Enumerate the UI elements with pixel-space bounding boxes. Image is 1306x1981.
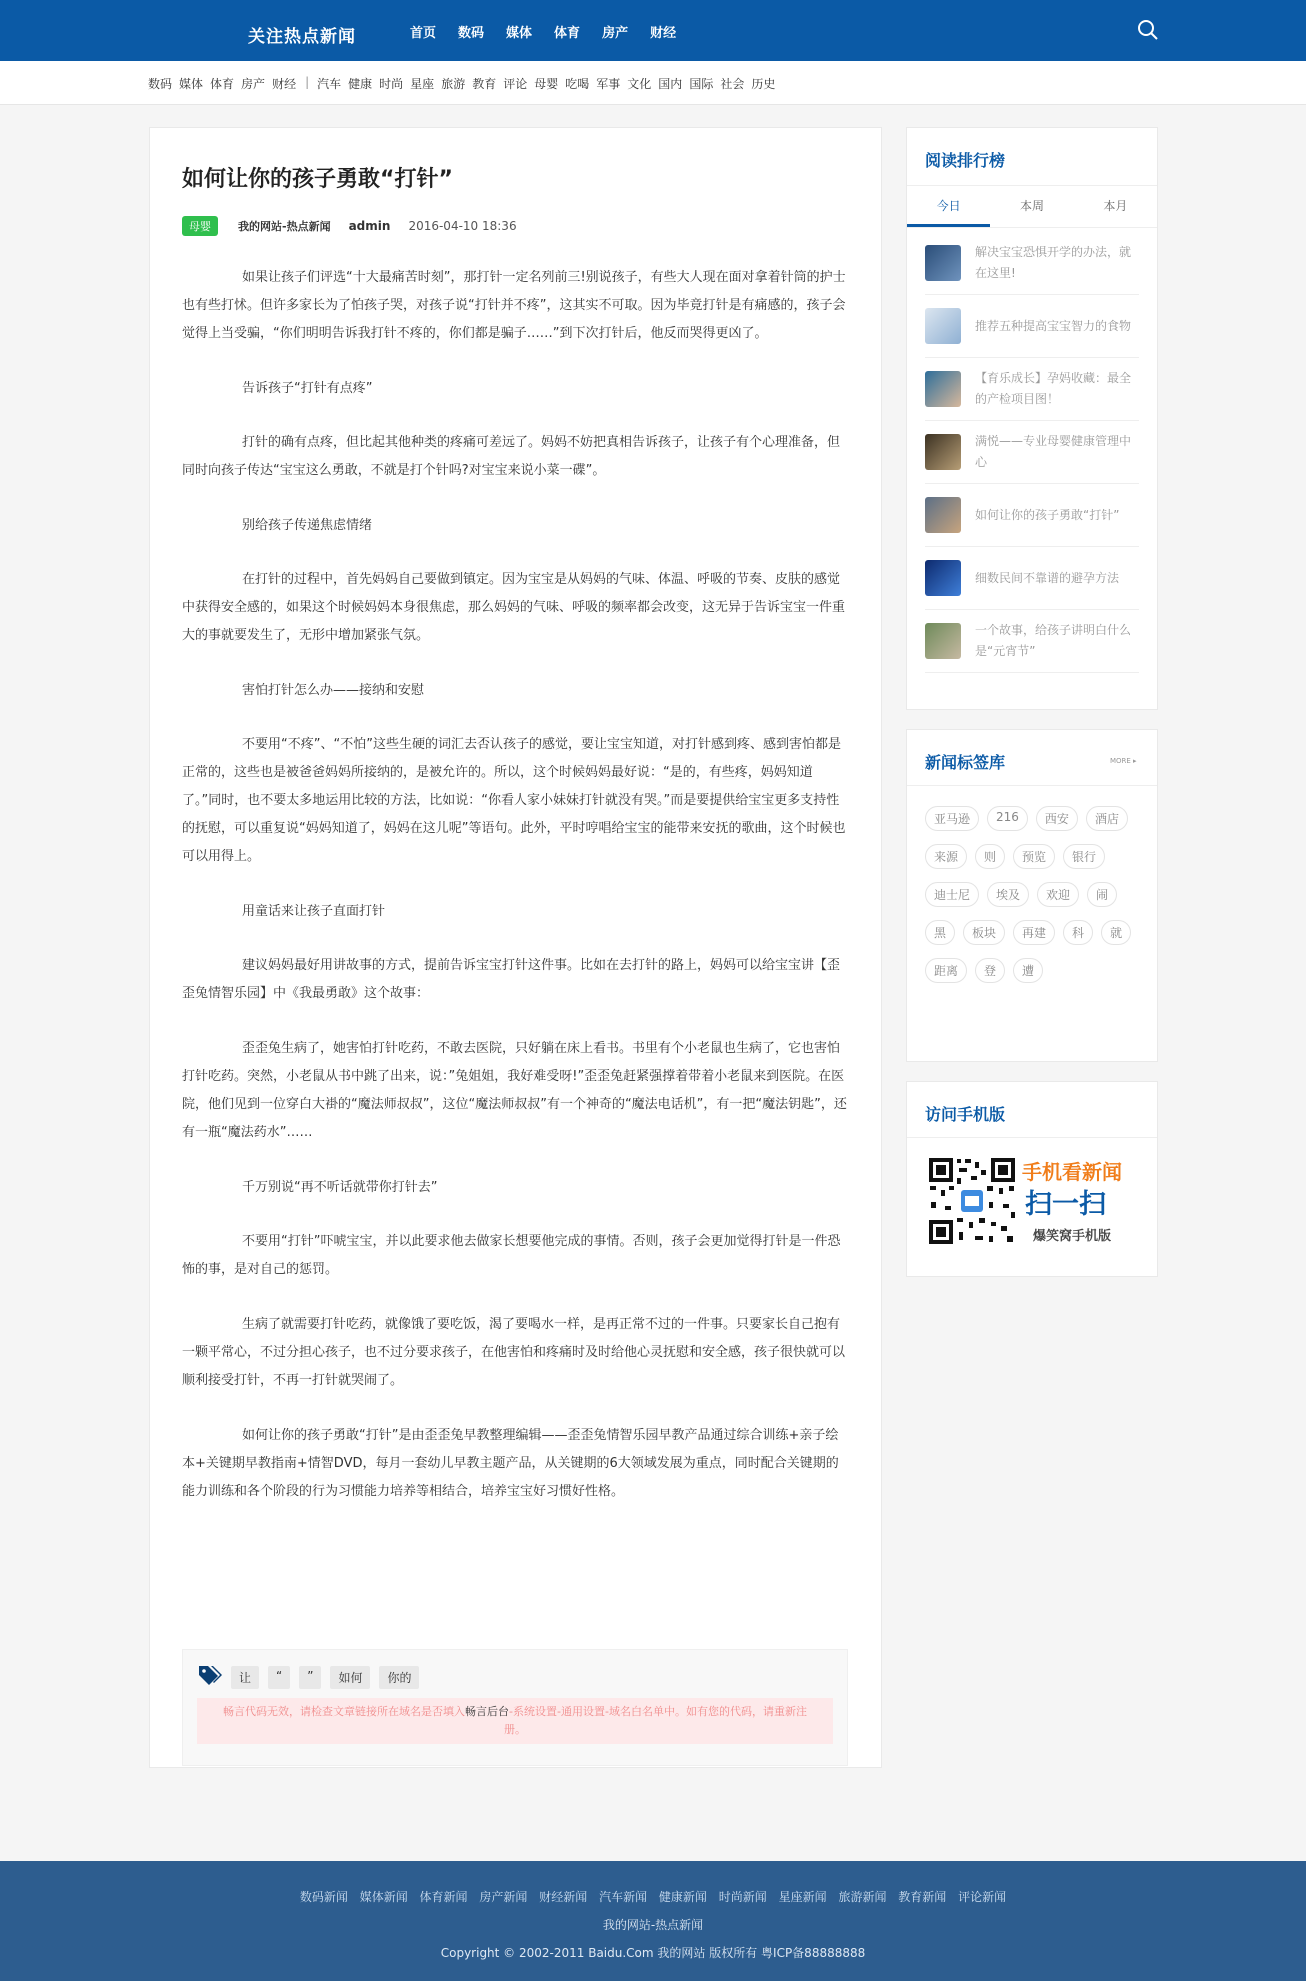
- rank-item-title: 如何让你的孩子勇敢“打针”: [975, 507, 1120, 522]
- mobile-promo-line3: 爆笑窝手机版: [1033, 1229, 1112, 1244]
- article-date: 2016-04-10 18:36: [408, 219, 517, 233]
- rank-thumbnail: [925, 308, 961, 344]
- subnav-item[interactable]: 数码: [148, 77, 173, 91]
- article-subheading: 别给孩子传递焦虑情绪: [242, 518, 373, 533]
- rank-item-title: 推荐五种提高宝宝智力的食物: [975, 318, 1132, 333]
- rank-item[interactable]: [925, 421, 1139, 484]
- footer-link[interactable]: 旅游新闻: [838, 1890, 887, 1904]
- tag-item[interactable]: 如何: [330, 1666, 370, 1689]
- panel-title: 访问手机版: [925, 1105, 1006, 1124]
- subnav-item[interactable]: 媒体: [179, 77, 204, 91]
- panel-title: 阅读排行榜: [925, 151, 1006, 170]
- cloud-tag[interactable]: 来源: [925, 844, 967, 869]
- cloud-tag[interactable]: 距离: [925, 958, 967, 983]
- footer-link[interactable]: 体育新闻: [419, 1890, 468, 1904]
- footer-copyright: Copyright © 2002-2011 Baidu.Com 我的网站 版权所有 粤ICP备88888888: [440, 1946, 866, 1960]
- rank-item[interactable]: [925, 358, 1139, 421]
- subnav-item[interactable]: 历史: [751, 77, 776, 91]
- tag-item[interactable]: ”: [299, 1666, 321, 1689]
- nav-item[interactable]: 体育: [554, 26, 581, 41]
- article-paragraph: 不要用“打针”吓唬宝宝，并以此要求他去做家长想要他完成的事情。否则，孩子会更加觉得打针是一件恐怖的事，是对自己的惩罚。: [182, 1234, 841, 1277]
- subnav-item[interactable]: 体育: [210, 77, 235, 91]
- article-title: 如何让你的孩子勇敢“打针”: [182, 167, 453, 192]
- article-paragraph: 生病了就需要打针吃药，就像饿了要吃饭，渴了要喝水一样，是再正常不过的一件事。只要家长自己抱有一颗平常心，不过分担心孩子，也不过分要求孩子，在他害怕和疼痛时及时给他心灵抚慰和安全感，孩子很快就可以顺利接受打针，不再一打针就哭闹了。: [182, 1317, 846, 1388]
- footer-link[interactable]: 数码新闻: [299, 1890, 348, 1904]
- rank-item-title: 【育乐成长】孕妈收藏：最全的产检项目图！: [975, 371, 1132, 406]
- subnav-item[interactable]: 时尚: [379, 77, 404, 91]
- tag-cloud: [925, 806, 1145, 996]
- subnav-item[interactable]: 房产: [241, 77, 266, 91]
- cloud-tag[interactable]: 闹: [1087, 882, 1117, 907]
- footer-link[interactable]: 时尚新闻: [718, 1890, 767, 1904]
- subnav-item[interactable]: 军事: [596, 77, 621, 91]
- subnav-item[interactable]: 评论: [503, 77, 528, 91]
- footer-link[interactable]: 汽车新闻: [599, 1890, 648, 1904]
- article-subheading: 告诉孩子“打针有点疼”: [242, 381, 373, 396]
- top-header: [0, 0, 1306, 61]
- cloud-tag[interactable]: 板块: [963, 920, 1005, 945]
- rank-list: [925, 232, 1139, 673]
- article-tags-box: [182, 1649, 848, 1766]
- mobile-promo-line2: 扫一扫: [1025, 1189, 1106, 1220]
- cloud-tag[interactable]: 科: [1063, 920, 1093, 945]
- cloud-tag[interactable]: 亚马逊: [925, 806, 979, 831]
- subnav-item[interactable]: 国际: [689, 77, 714, 91]
- article-paragraph: 打针的确有点疼，但比起其他种类的疼痛可差远了。妈妈不妨把真相告诉孩子，让孩子有个心理准备，但同时向孩子传达“宝宝这么勇敢，不就是打个针吗?对宝宝来说小菜一碟”。: [182, 435, 841, 478]
- nav-item[interactable]: 首页: [410, 26, 437, 41]
- subnav-separator: |: [305, 75, 310, 89]
- site-logo[interactable]: 关注热点新闻: [248, 27, 356, 47]
- rank-item[interactable]: [925, 232, 1139, 295]
- rank-thumbnail: [925, 497, 961, 533]
- footer-link[interactable]: 教育新闻: [898, 1890, 947, 1904]
- cloud-tag[interactable]: 酒店: [1086, 806, 1128, 831]
- subnav-item[interactable]: 汽车: [317, 77, 342, 91]
- cloud-tag[interactable]: 银行: [1063, 844, 1105, 869]
- tab-week[interactable]: 本周: [1019, 199, 1044, 213]
- footer-link[interactable]: 媒体新闻: [359, 1890, 408, 1904]
- rank-item[interactable]: [925, 610, 1139, 673]
- cloud-tag[interactable]: 遭: [1013, 958, 1043, 983]
- cloud-tag[interactable]: 则: [975, 844, 1005, 869]
- footer-link[interactable]: 财经新闻: [539, 1890, 588, 1904]
- subnav-item[interactable]: 教育: [472, 77, 497, 91]
- rank-thumbnail: [925, 245, 961, 281]
- article-paragraph: 不要用“不疼”、“不怕”这些生硬的词汇去否认孩子的感觉，要让宝宝知道，对打针感到疼、感到害怕都是正常的，这些也是被爸爸妈妈所接纳的，是被允许的。所以，这个时候妈妈最好说：“是的，有些疼，妈妈知道了。”同时，也不要太多地运用比较的方法，比如说：“你看人家小妹妹打针就没有哭。”而是要提供给宝宝更多支持性的抚慰，可以重复说“妈妈知道了，妈妈在这儿呢”等语句。此外，平时哼唱给宝宝的能带来安抚的歌曲，这个时候也可以用得上。: [182, 737, 846, 864]
- panel-divider: [907, 785, 1157, 786]
- tags-icon: [197, 1664, 223, 1690]
- nav-item[interactable]: 数码: [458, 26, 485, 41]
- nav-item[interactable]: 财经: [650, 26, 677, 41]
- cloud-tag[interactable]: 216: [987, 806, 1028, 831]
- rank-tabs: [907, 185, 1157, 228]
- footer-link[interactable]: 健康新闻: [658, 1890, 707, 1904]
- article-source[interactable]: 我的网站-热点新闻: [238, 220, 331, 233]
- rank-item-title: 细数民间不靠谱的避孕方法: [975, 570, 1120, 585]
- rank-item-title: 满悦——专业母婴健康管理中心: [975, 434, 1132, 469]
- cloud-tag[interactable]: 再建: [1013, 920, 1055, 945]
- rank-item[interactable]: [925, 295, 1139, 358]
- tab-today[interactable]: 今日: [907, 186, 990, 227]
- nav-item[interactable]: 媒体: [506, 26, 533, 41]
- article-paragraph: 在打针的过程中，首先妈妈自己要做到镇定。因为宝宝是从妈妈的气味、体温、呼吸的节奏、皮肤的感觉中获得安全感的，如果这个时候妈妈本身很焦虑，那么妈妈的气味、呼吸的频率都会改变，这无异于告诉宝宝一件重大的事就要发生了，无形中增加紧张气氛。: [182, 572, 846, 643]
- rank-item-title: 一个故事，给孩子讲明白什么是“元宵节”: [975, 623, 1132, 658]
- panel-title: 新闻标签库: [925, 753, 1006, 772]
- search-icon[interactable]: [1136, 18, 1160, 42]
- rank-thumbnail: [925, 434, 961, 470]
- article-subheading: 千万别说“再不听话就带你打针去”: [242, 1180, 438, 1195]
- tag-library-panel: [906, 729, 1158, 1062]
- main-nav: [410, 22, 698, 41]
- cloud-tag[interactable]: 登: [975, 958, 1005, 983]
- sub-nav: [0, 61, 1306, 105]
- article-author[interactable]: admin: [348, 219, 391, 233]
- rank-item[interactable]: [925, 547, 1139, 610]
- subnav-item[interactable]: 文化: [627, 77, 652, 91]
- footer-links: [0, 1888, 1306, 1905]
- cloud-tag[interactable]: 黑: [925, 920, 955, 945]
- warning-text: -系统设置-通用设置-域名白名单中。如有您的代码，请重新注册。: [504, 1705, 807, 1736]
- rank-thumbnail: [925, 623, 961, 659]
- rank-item-title: 解决宝宝恐惧开学的办法，就在这里!: [975, 245, 1132, 280]
- subnav-item[interactable]: 星座: [410, 77, 435, 91]
- cloud-tag[interactable]: 西安: [1036, 806, 1078, 831]
- subnav-item[interactable]: 吃喝: [565, 77, 590, 91]
- cloud-tag[interactable]: 就: [1101, 920, 1131, 945]
- category-badge[interactable]: 母婴: [182, 216, 218, 236]
- tag-item[interactable]: 让: [231, 1666, 259, 1689]
- cloud-tag[interactable]: 埃及: [987, 882, 1029, 907]
- warning-link[interactable]: 畅言后台: [465, 1705, 510, 1718]
- article-body: [182, 264, 847, 1533]
- subnav-item[interactable]: 健康: [348, 77, 373, 91]
- nav-item[interactable]: 房产: [602, 26, 629, 41]
- reading-rank-panel: [906, 127, 1158, 710]
- warning-text: 畅言代码无效，请检查文章链接所在域名是否填入: [223, 1705, 466, 1718]
- cloud-tag[interactable]: 迪士尼: [925, 882, 979, 907]
- mobile-promo-line1: 手机看新闻: [1022, 1160, 1122, 1184]
- qr-code-icon[interactable]: [927, 1156, 1017, 1250]
- mobile-version-panel: [906, 1081, 1158, 1277]
- article-container: [149, 127, 882, 1768]
- subnav-item[interactable]: 财经: [272, 77, 297, 91]
- article-meta: [182, 216, 517, 236]
- footer-site-name: 我的网站-热点新闻: [602, 1918, 704, 1932]
- rank-item[interactable]: [925, 484, 1139, 547]
- article-paragraph: 建议妈妈最好用讲故事的方式，提前告诉宝宝打针这件事。比如在去打针的路上，妈妈可以给宝宝讲【歪歪兔情智乐园】中《我最勇敢》这个故事：: [182, 958, 841, 1001]
- article-paragraph: 如何让你的孩子勇敢“打针”是由歪歪兔早教整理编辑——歪歪兔情智乐园早教产品通过综合训练+亲子绘本+关键期早教指南+情智DVD，每月一套幼儿早教主题产品，从关键期的6大领域发展为重点，同时配合关键期的能力训练和各个阶段的行为习惯能力培养等相结合，培养宝宝好习惯好性格。: [182, 1428, 839, 1499]
- tab-month[interactable]: 本月: [1103, 199, 1128, 213]
- cloud-tag[interactable]: 预览: [1013, 844, 1055, 869]
- cloud-tag[interactable]: 欢迎: [1037, 882, 1079, 907]
- article-subheading: 用童话来让孩子直面打针: [242, 904, 386, 919]
- article-paragraph: 歪歪兔生病了，她害怕打针吃药，不敢去医院，只好躺在床上看书。书里有个小老鼠也生病了，它也害怕打针吃药。突然，小老鼠从书中跳了出来，说：”兔姐姐，我好难受呀!”歪歪兔赶紧强撑着带着小老鼠来到医院。在医院，他们见到一位穿白大褂的“魔法师叔叔”，这位“魔法师叔叔”有一个神奇的“魔法电话机”，有一把“魔法钥匙”，还有一瓶“魔法药水”……: [182, 1041, 847, 1140]
- subnav-item[interactable]: 母婴: [534, 77, 559, 91]
- more-link[interactable]: MORE ▸: [1110, 757, 1137, 765]
- subnav-item[interactable]: 旅游: [441, 77, 466, 91]
- article-subheading: 害怕打针怎么办——接纳和安慰: [242, 683, 425, 698]
- footer-link[interactable]: 星座新闻: [778, 1890, 827, 1904]
- footer-link[interactable]: 评论新闻: [958, 1890, 1007, 1904]
- tag-item[interactable]: 你的: [379, 1666, 419, 1689]
- subnav-item[interactable]: 国内: [658, 77, 683, 91]
- tag-list: [231, 1666, 428, 1689]
- subnav-item[interactable]: 社会: [720, 77, 745, 91]
- footer-link[interactable]: 房产新闻: [479, 1890, 528, 1904]
- rank-thumbnail: [925, 371, 961, 407]
- article-paragraph: 如果让孩子们评选“十大最痛苦时刻”，那打针一定名列前三!别说孩子，有些大人现在面对拿着针筒的护士也有些打怵。但许多家长为了怕孩子哭，对孩子说“打针并不疼”，这其实不可取。因为毕竟打针是有痛感的，孩子会觉得上当受骗，“你们明明告诉我打针不疼的，你们都是骗子……”到下次打针后，他反而哭得更凶了。: [182, 270, 846, 341]
- comment-warning: [197, 1698, 833, 1744]
- tag-item[interactable]: “: [268, 1666, 290, 1689]
- panel-divider: [907, 1137, 1157, 1138]
- rank-thumbnail: [925, 560, 961, 596]
- site-footer: [0, 1861, 1306, 1981]
